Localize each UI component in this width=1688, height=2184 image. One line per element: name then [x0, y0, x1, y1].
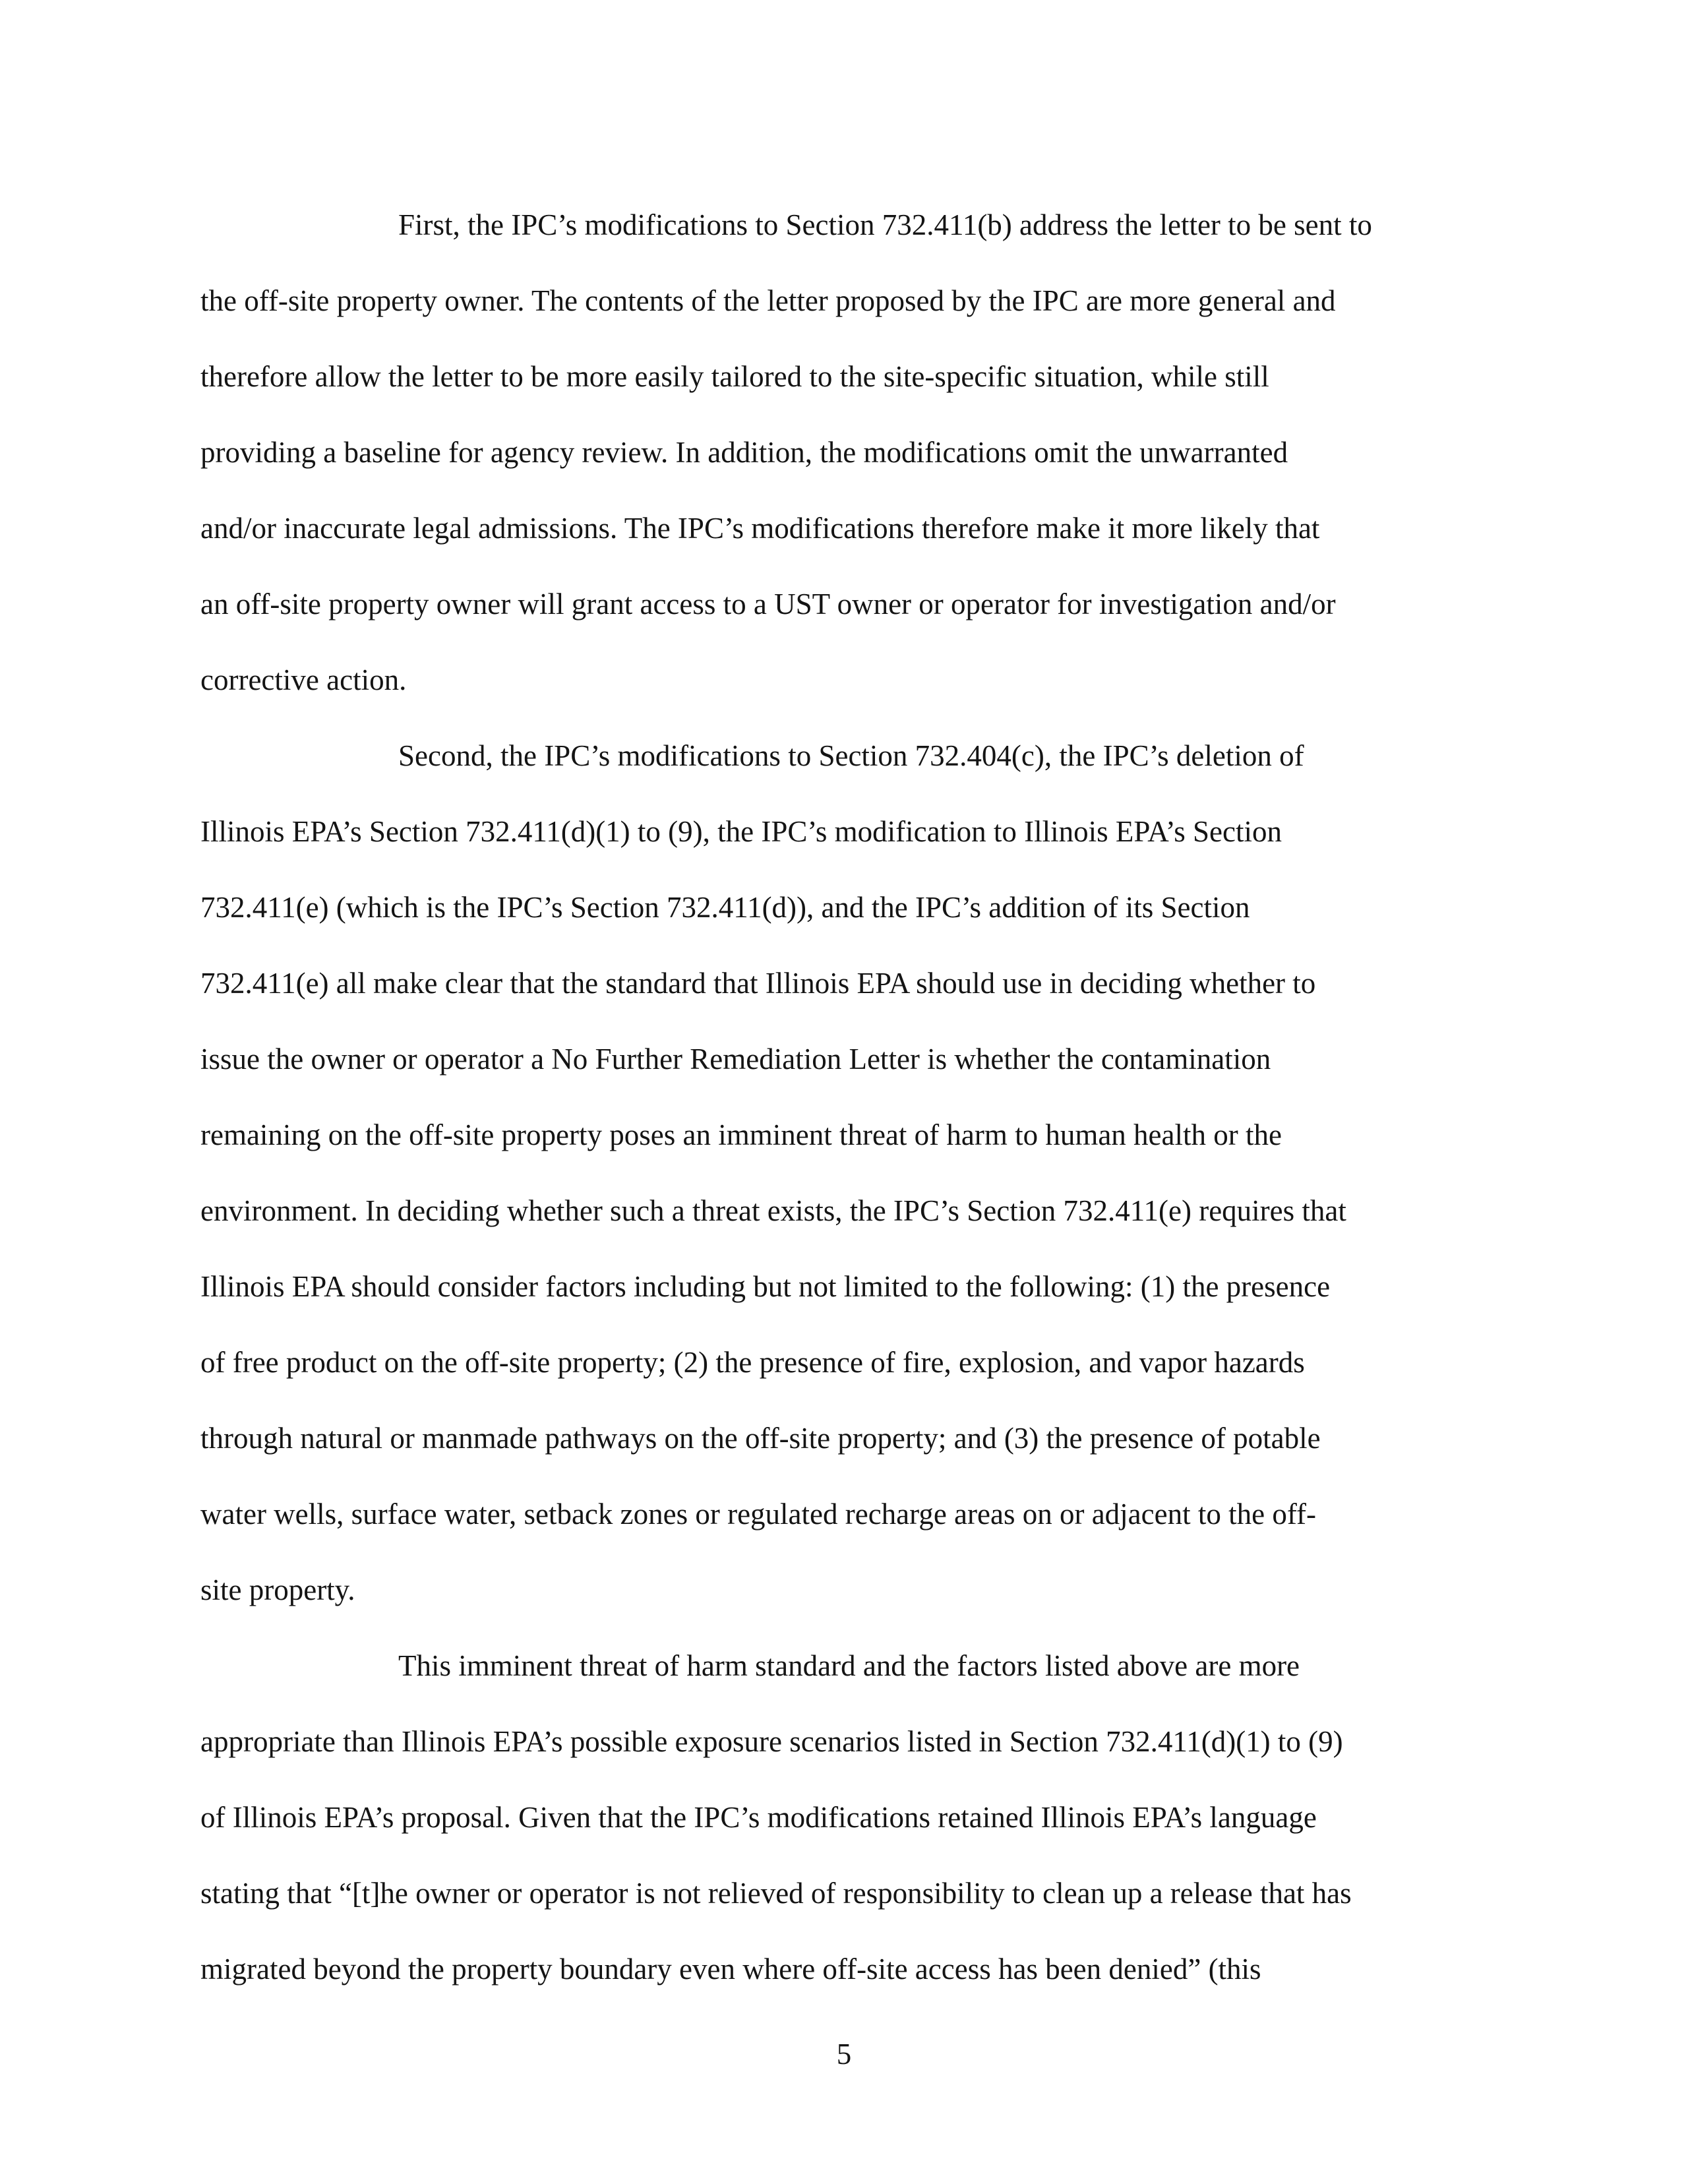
text-line: an off-site property owner will grant access to a UST owner or operator for investigation and/or: [200, 588, 1336, 621]
text-line: Illinois EPA’s Section 732.411(d)(1) to (9), the IPC’s modification to Illinois EPA’s Section: [200, 815, 1282, 848]
page-number: 5: [836, 2038, 852, 2071]
text-line: through natural or manmade pathways on the off-site property; and (3) the presence of potable: [200, 1422, 1321, 1455]
text-line: therefore allow the letter to be more easily tailored to the site-specific situation, while still: [200, 360, 1269, 393]
text-line: appropriate than Illinois EPA’s possible exposure scenarios listed in Section 732.411(d)(1) to (9): [200, 1725, 1343, 1758]
text-line: First, the IPC’s modifications to Section 732.411(b) address the letter to be sent to: [398, 208, 1372, 241]
text-line: Illinois EPA should consider factors including but not limited to the following: (1) the presence: [200, 1270, 1331, 1303]
text-line: corrective action.: [200, 663, 407, 696]
text-line: stating that “[t]he owner or operator is not relieved of responsibility to clean up a release that has: [200, 1877, 1352, 1910]
text-line: water wells, surface water, setback zones or regulated recharge areas on or adjacent to the off-: [200, 1498, 1316, 1531]
text-line: 732.411(e) all make clear that the standard that Illinois EPA should use in deciding whether to: [200, 967, 1316, 1000]
text-line: environment. In deciding whether such a threat exists, the IPC’s Section 732.411(e) requires that: [200, 1194, 1346, 1227]
paragraph-2: [200, 718, 1495, 1628]
paragraph-3: [200, 1628, 1495, 2007]
text-line: issue the owner or operator a No Further Remediation Letter is whether the contamination: [200, 1043, 1271, 1076]
text-line: remaining on the off-site property poses an imminent threat of harm to human health or the: [200, 1118, 1282, 1151]
text-line: of Illinois EPA’s proposal. Given that the IPC’s modifications retained Illinois EPA’s language: [200, 1801, 1317, 1834]
text-line: the off-site property owner. The contents of the letter proposed by the IPC are more general and: [200, 284, 1336, 317]
text-line: and/or inaccurate legal admissions. The IPC’s modifications therefore make it more likely that: [200, 512, 1320, 545]
paragraph-1: [200, 187, 1495, 718]
text-line: of free product on the off-site property; (2) the presence of fire, explosion, and vapor hazards: [200, 1346, 1305, 1379]
text-line: site property.: [200, 1573, 355, 1606]
text-line: migrated beyond the property boundary even where off-site access has been denied” (this: [200, 1953, 1261, 1986]
document-body: [200, 187, 1495, 2007]
text-line: Second, the IPC’s modifications to Section 732.404(c), the IPC’s deletion of: [398, 739, 1304, 772]
text-line: 732.411(e) (which is the IPC’s Section 732.411(d)), and the IPC’s addition of its Section: [200, 891, 1250, 924]
text-line: providing a baseline for agency review. In addition, the modifications omit the unwarranted: [200, 436, 1288, 469]
text-line: This imminent threat of harm standard and the factors listed above are more: [398, 1649, 1300, 1682]
